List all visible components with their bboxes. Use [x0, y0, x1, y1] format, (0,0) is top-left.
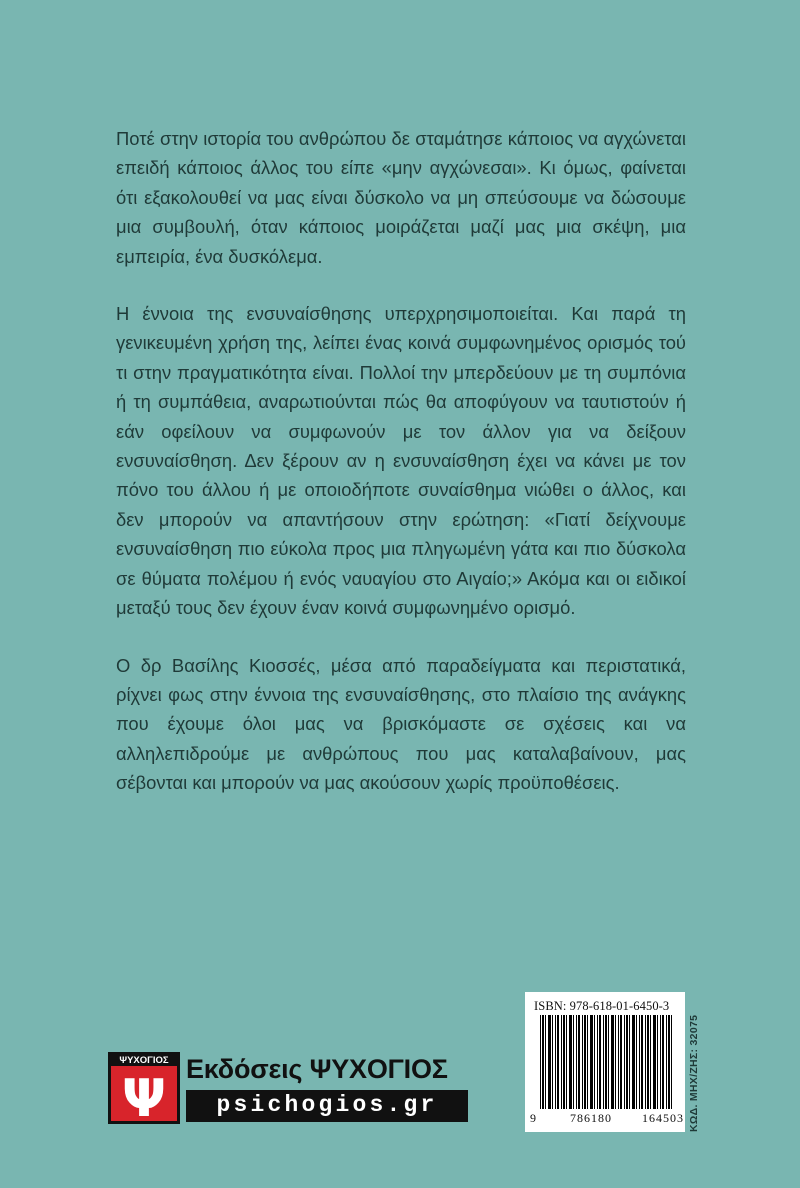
- publisher-logo-icon: [108, 1052, 180, 1124]
- blurb-paragraph-3: Ο δρ Βασίλης Κιοσσές, μέσα από παραδείγματα και περιστατικά, ρίχνει φως στην έννοια της ενσυναίσθησης, στο πλαίσιο της ανάγκης που έχουμε όλοι μας να βρισκόμαστε σε σχέσεις και να αλληλεπιδρούμε με ανθρώπους που μας καταλαβαίνουν, μας σέβονται και μπορούν να μας ακούσουν χωρίς προϋποθέσεις.: [116, 654, 686, 794]
- barcode-bars: [540, 1015, 674, 1109]
- blurb-paragraph-2: Η έννοια της ενσυναίσθησης υπερχρησιμοποιείται. Και παρά τη γενικευμένη χρήση της, λείπει ένας κοινά συμφωνημένος ορισμός τού τι στην πραγματικότητα είναι. Πολλοί την μπερδεύουν με τη συμπόνια ή τη συμπάθεια, αναρωτιούνται πώς θα αποφύγουν να ταυτιστούν ή εάν οφείλουν να συμφωνούν με τον άλλον για να δείξουν ενσυναίσθηση. Δεν ξέρουν αν η ενσυναίσθηση έχει να κάνει με τον πόνο του άλλου ή με οποιοδήποτε συναίσθημα νιώθει ο άλλος, και δεν μπορούν να απαντήσουν στην ερώτηση: «Γιατί δείχνουμε ενσυναίσθηση πιο εύκολα προς μια πληγωμένη γάτα και πιο δύσκολα σε θύματα πολέμου ή ενός ναυαγίου στο Αιγαίο;» Ακόμα και οι ειδικοί μεταξύ τους δεν έχουν έναν κοινά συμφωνημένο ορισμό.: [116, 303, 686, 619]
- barcode-digit-group-1: 786180: [570, 1111, 612, 1125]
- logo-mark-text: ΨΥΧΟΓΙΟΣ: [119, 1055, 169, 1066]
- blurb-paragraph-1: Ποτέ στην ιστορία του ανθρώπου δε σταμάτησε κάποιος να αγχώνεται επειδή κάποιος άλλος του είπε «μην αγχώνεσαι». Κι όμως, φαίνεται ότι εξακολουθεί να μας είναι δύσκολο να μη σπεύσουμε να δώσουμε μια συμβουλή, όταν κάποιος μοιράζεται μαζί μας μια σκέψη, μια εμπειρία, ένα δυσκόλεμα.: [116, 128, 686, 267]
- publisher-url: psichogios.gr: [216, 1092, 438, 1118]
- product-code: ΚΩΔ. ΜΗΧ/ΖΗΣ: 32075: [688, 1014, 700, 1132]
- back-cover-blurb: [116, 124, 686, 798]
- barcode-digit-lead: 9: [530, 1111, 536, 1125]
- publisher-name: Εκδόσεις ΨΥΧΟΓΙΟΣ: [186, 1054, 448, 1084]
- logo-psi-symbol: Ψ: [121, 1069, 167, 1124]
- isbn-barcode: [525, 992, 685, 1132]
- publisher-url-bar: [186, 1090, 468, 1122]
- isbn-label: ISBN: 978-618-01-6450-3: [534, 999, 670, 1013]
- barcode-digits: [530, 1111, 684, 1126]
- barcode-digit-group-2: 164503: [642, 1111, 684, 1125]
